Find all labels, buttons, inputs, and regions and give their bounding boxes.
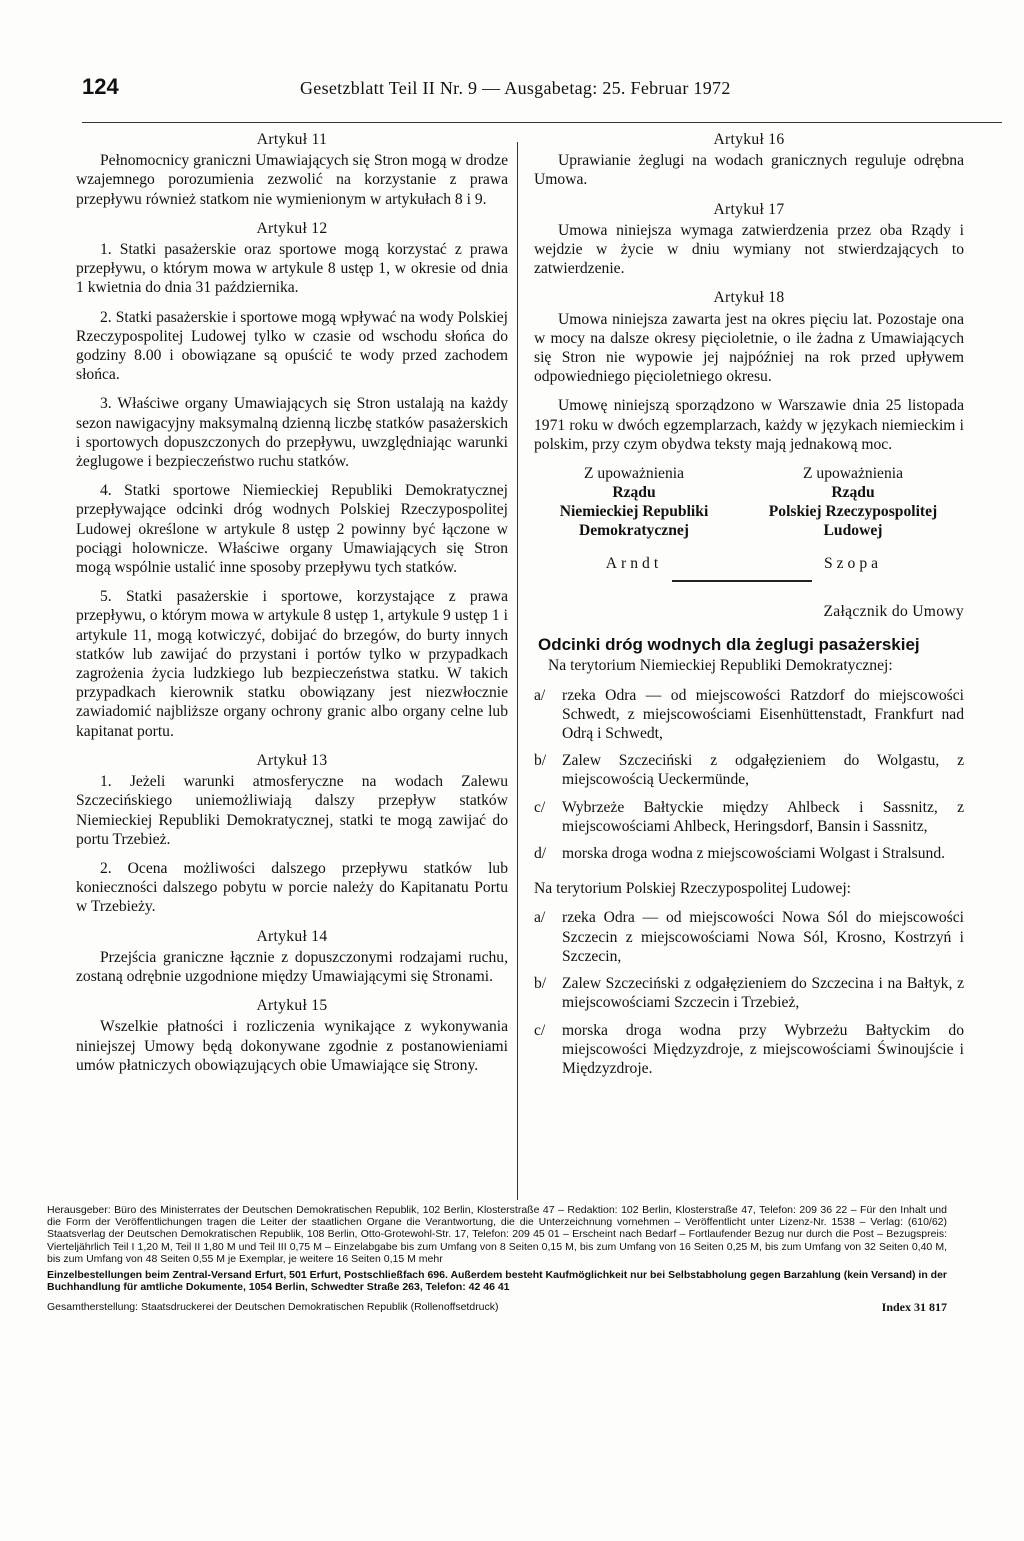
list-item: [534, 908, 964, 966]
page-number: 124: [82, 74, 119, 99]
list-item-label: a/: [534, 686, 546, 704]
imprint-ordering: Einzelbestellungen beim Zentral-Versand Erfurt, 501 Erfurt, Postschließfach 696. Außerdem besteht Kaufmöglichkeit nur bei Selbstabholung gegen Barzahlung (kein Versand) in der Buchhandlung für amtliche Dokumente, 1054 Berlin, Schwedter Straße 263, Telefon: 42 46 41: [47, 1269, 947, 1294]
list-item-label: c/: [534, 798, 546, 816]
article-18: [534, 288, 964, 454]
list-item-text: morska droga wodna przy Wybrzeżu Bałtyckim do miejscowości Międzyzdroje, z miejscowościami Świnoujście i Międzyzdroje.: [562, 1021, 964, 1077]
list-item-text: Zalew Szczeciński z odgałęzieniem do Wolgastu, z miejscowością Ueckermünde,: [562, 752, 964, 789]
section-rule: [672, 580, 812, 582]
list-item-label: b/: [534, 975, 547, 993]
annex-title: Odcinki dróg wodnych dla żeglugi pasażerskiej: [538, 635, 920, 655]
index-number: Index 31 817: [881, 1300, 947, 1315]
signature-line: Ludowej: [823, 522, 883, 540]
list-item: [534, 798, 964, 836]
right-column: [534, 130, 964, 1086]
list-item: [534, 844, 964, 863]
article-paragraph: Umowa niniejsza wymaga zatwierdzenia przez oba Rządy i wejdzie w życie w dniu wymiany not stwierdzających to zatwierdzenie.: [534, 221, 964, 278]
column-divider: [517, 142, 518, 1200]
article-paragraph: Umowę niniejszą sporządzono w Warszawie dnia 25 listopada 1971 roku w dwóch egzemplarzach, każdy w językach niemieckim i polskim, przy czym obydwa teksty mają jednakową moc.: [534, 397, 964, 453]
article-15: [76, 996, 508, 1075]
article-heading: Artykuł 18: [713, 289, 785, 307]
list-item: [534, 974, 964, 1012]
article-heading: Artykuł 11: [256, 131, 328, 148]
list-item-text: Wybrzeże Bałtyckie między Ahlbeck i Sassnitz, z miejscowościami Ahlbeck, Heringsdorf, Bansin i Sassnitz,: [562, 798, 964, 835]
signature-line: Z upoważnienia: [802, 465, 904, 483]
list-item: [534, 751, 964, 789]
annex-intro-gdr: Na terytorium Niemieckiej Republiki Demokratycznej:: [548, 657, 893, 675]
list-item-label: b/: [534, 752, 547, 770]
article-heading: Artykuł 13: [256, 751, 328, 769]
signature-line: Rządu: [831, 484, 875, 502]
page-header: [82, 74, 1002, 108]
list-item-label: a/: [534, 909, 546, 927]
article-paragraph: 3. Właściwe organy Umawiających się Stron ustalają na każdy sezon nawigacyjny maksymalną dzienną liczbę statków pasażerskich i sportowych dopuszczonych do przepływu, uwzględniając warunki żeglugowe i bezpieczeństwo ruchu statków.: [76, 395, 508, 471]
article-paragraph: 1. Jeżeli warunki atmosferyczne na wodach Zalewu Szczecińskiego uniemożliwiają dalszy przepływ statków Niemieckiej Republiki Demokratycznej, statki te mogą zawijać do portu Trzebież.: [76, 773, 508, 848]
article-paragraph: Uprawianie żeglugi na wodach granicznych reguluje odrębna Umowa.: [534, 152, 964, 189]
signature-prl: [746, 464, 960, 573]
list-item-label: c/: [534, 1021, 546, 1039]
annex-label: Załącznik do Umowy: [823, 603, 964, 621]
running-head: Gesetzblatt Teil II Nr. 9 — Ausgabetag: 25. Februar 1972: [300, 78, 731, 98]
article-heading: Artykuł 14: [256, 927, 328, 945]
list-item-label: d/: [534, 845, 547, 863]
article-14: [76, 927, 508, 987]
signature-line: Niemieckiej Republiki: [559, 503, 709, 521]
signature-line: Rządu: [612, 484, 656, 502]
imprint-bottom-line: [47, 1301, 947, 1313]
article-paragraph: Umowa niniejsza zawarta jest na okres pięciu lat. Pozostaje ona w mocy na dalsze okresy pięcioletnie, o ile żadna z Umawiających się Stron nie wypowie jej najpóźniej na rok przed upływem odpowiedniego pięcioletniego okresu.: [534, 310, 964, 386]
signature-line: Demokratycznej: [579, 522, 689, 540]
list-item-text: rzeka Odra — od miejscowości Ratzdorf do miejscowości Schwedt, z miejscowościami Eisenhüttenstadt, Frankfurt nad Odrą i Schwedt,: [562, 686, 964, 743]
article-paragraph: Wszelkie płatności i rozliczenia wynikające z wykonywania niniejszej Umowy będą dokonywane zgodnie z postanowieniami umów płatniczych obowiązujących obie Umawiające się Strony.: [76, 1018, 508, 1074]
article-paragraph: Pełnomocnicy graniczni Umawiających się Stron mogą w drodze wzajemnego porozumienia zezwolić na korzystanie z prawa przepływu również statkom nie wymienionym w artykułach 8 i 9.: [76, 152, 508, 208]
article-heading: Artykuł 15: [256, 997, 328, 1015]
signature-line: Polskiej Rzeczypospolitej: [768, 503, 938, 521]
article-paragraph: 1. Statki pasażerskie oraz sportowe mogą korzystać z prawa przepływu, o którym mowa w artykule 8 ustęp 1, w okresie od dnia 1 kwietnia do dnia 31 października.: [76, 241, 508, 297]
article-heading: Artykuł 12: [256, 219, 328, 237]
list-item-text: morska droga wodna z miejscowościami Wolgast i Stralsund.: [562, 845, 946, 863]
article-paragraph: 2. Ocena możliwości dalszego przepływu statków lub konieczności dalszego pobytu w porcie należy do Kapitanatu Portu w Trzebieży.: [76, 859, 508, 916]
article-13: [76, 751, 508, 917]
signature-line: Z upoważnienia: [583, 465, 685, 483]
signature-gdr: [544, 464, 724, 573]
list-item: [534, 1021, 964, 1079]
article-11: [76, 130, 508, 209]
article-heading: Artykuł 17: [713, 200, 785, 218]
list-item: [534, 686, 964, 744]
article-paragraph: 4. Statki sportowe Niemieckiej Republiki Demokratycznej przepływające odcinki dróg wodnych Polskiej Rzeczypospolitej Ludowej określone w artykule 8 ustęp 2 powinny być łączone w pociągi holownicze. Właściwe organy Umawiających się Stron mogą wspólnie ustalić inne sposoby przepływu tych statków.: [76, 482, 508, 577]
article-16: [534, 130, 964, 190]
imprint-footer: [47, 1204, 947, 1314]
article-paragraph: 5. Statki pasażerskie i sportowe, korzystające z prawa przepływu, o którym mowa w artykule 8 ustęp 1, artykule 9 ustęp 1 i artykule 11, mogą kotwiczyć, dobijać do brzegów, do burty innych statków lub zawijać do przystani i portów tylko w przypadkach zagrożenia życia ludzkiego lub bezpieczeństwa statku. W takich przypadkach kierownik statku obowiązany jest niezwłocznie zawiadomić najbliższe organy ochrony granic albo organy celne lub kapitanat portu.: [76, 588, 508, 740]
list-item-text: Zalew Szczeciński z odgałęzieniem do Szczecina i na Bałtyk, z miejscowościami Szczecin i Trzebież,: [562, 975, 964, 1012]
annex-intro-prl: Na terytorium Polskiej Rzeczypospolitej Ludowej:: [534, 880, 852, 898]
article-heading: Artykuł 16: [713, 131, 785, 148]
article-12: [76, 219, 508, 741]
imprint-printer: Gesamtherstellung: Staatsdruckerei der Deutschen Demokratischen Republik (Rollenoffsetdruck): [47, 1301, 499, 1314]
article-paragraph: 2. Statki pasażerskie i sportowe mogą wpływać na wody Polskiej Rzeczypospolitej Ludowej tylko w czasie od wschodu słońca do godziny 8.00 i obowiązane są opuścić te wody przed zachodem słońca.: [76, 308, 508, 384]
imprint-publisher: Herausgeber: Büro des Ministerrates der Deutschen Demokratischen Republik, 102 Berlin, Klosterstraße 47 – Redaktion: 102 Berlin, Klosterstraße 47, Telefon: 209 36 22 – Für den Inhalt und die Form der Veröffentlichungen tragen die Leiter der staatlichen Organe die Verantwortung, die die Unterzeichnung vornehmen – Veröffentlicht unter Lizenz-Nr. 1538 – Verlag: (610/62) Staatsverlag der Deutschen Demokratischen Republik, 108 Berlin, Otto-Grotewohl-Str. 17, Telefon: 209 45 01 – Erscheint nach Bedarf – Fortlaufender Bezug nur durch die Post – Bezugspreis: Vierteljährlich Teil I 1,20 M, Teil II 1,80 M und Teil III 0,75 M – Einzelabgabe bis zum Umfang von 8 Seiten 0,15 M, bis zum Umfang von 16 Seiten 0,25 M, bis zum Umfang von 32 Seiten 0,40 M, bis zum Umfang von 48 Seiten 0,55 M je Exemplar, je weitere 16 Seiten 0,15 M mehr: [47, 1204, 947, 1265]
header-rule: [82, 122, 1002, 123]
signatory-name: Szopa: [823, 555, 883, 573]
list-item-text: rzeka Odra — od miejscowości Nowa Sól do miejscowości Szczecin z miejscowościami Nowa Sól, Krosno, Kostrzyń i Szczecin,: [562, 909, 964, 965]
signatory-name: Arndt: [605, 555, 663, 573]
left-column: [76, 130, 508, 1085]
article-17: [534, 200, 964, 279]
article-paragraph: Przejścia graniczne łącznie z dopuszczonymi rodzajami ruchu, zostaną odrębnie uzgodnione między Umawiającymi się Stronami.: [76, 948, 508, 985]
signature-block: [534, 464, 964, 576]
